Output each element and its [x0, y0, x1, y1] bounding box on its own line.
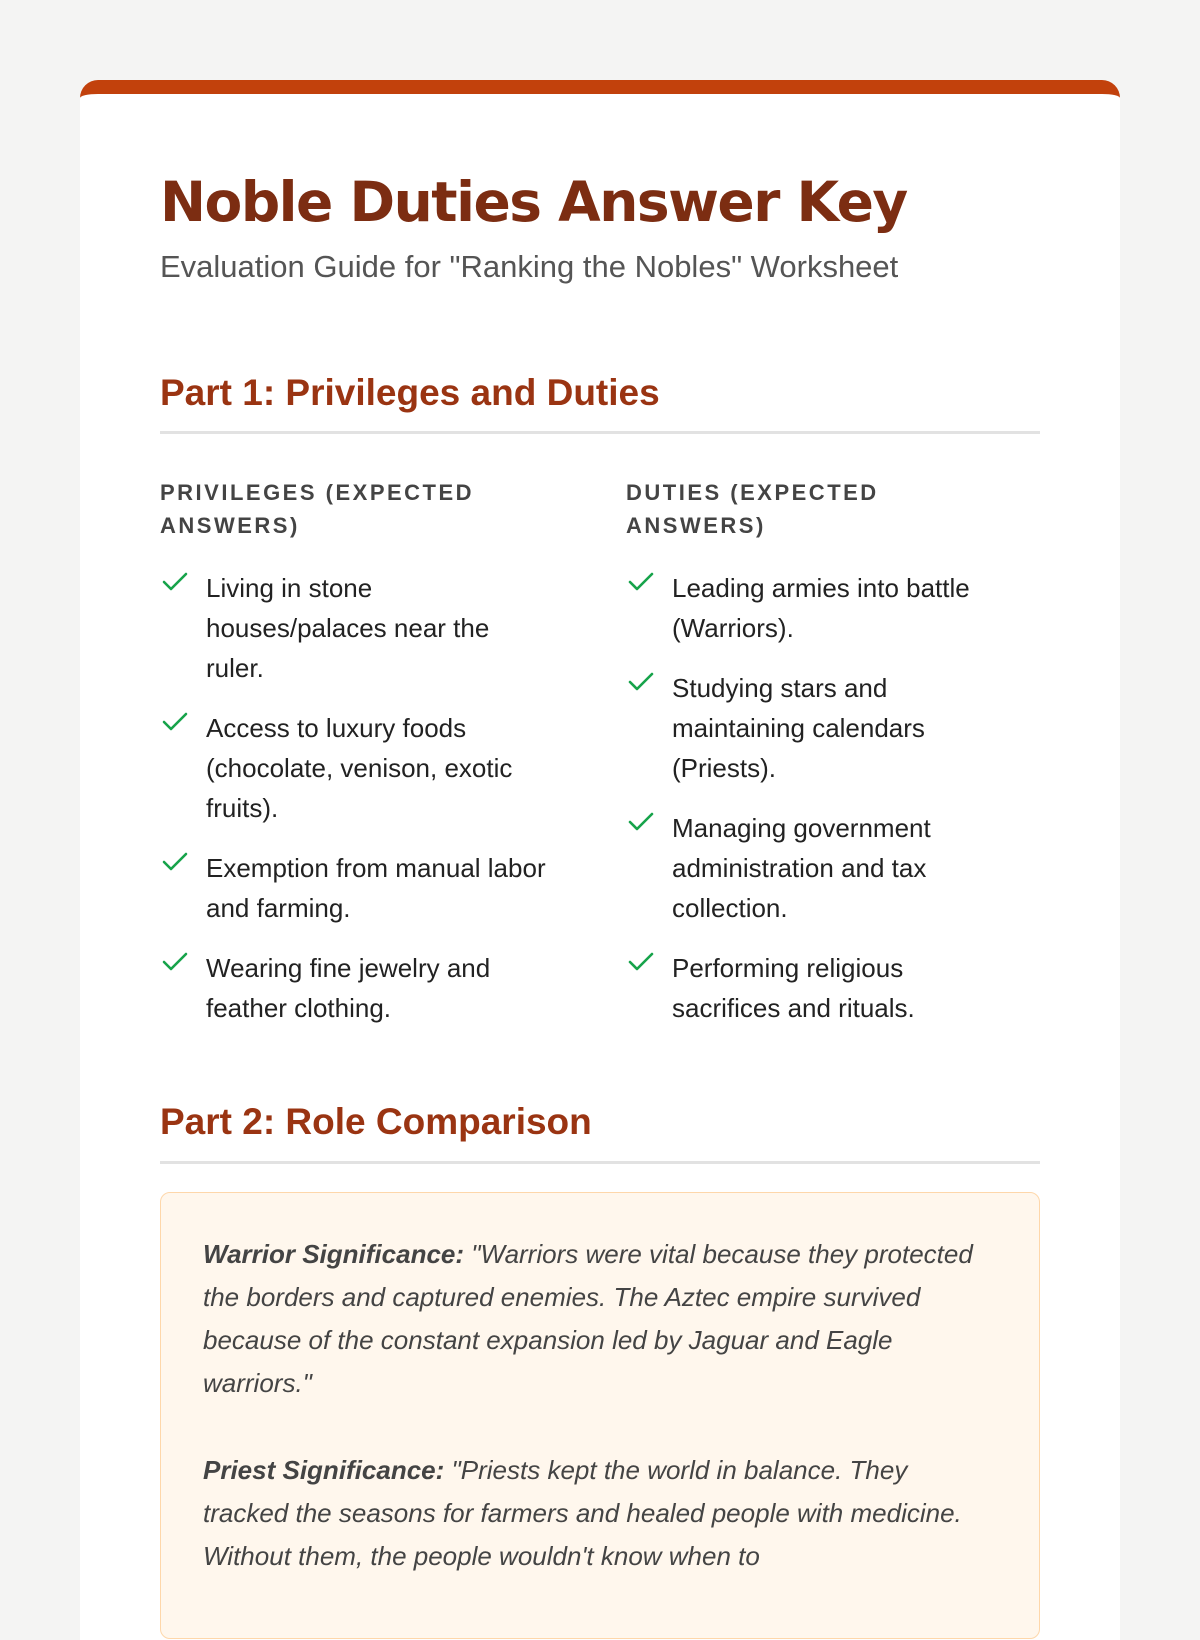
check-icon: [626, 568, 672, 599]
warrior-label: Warrior Significance:: [203, 1238, 465, 1269]
warrior-text: "Warriors were vital because they protected the borders and captured enemies. The Aztec empire survived because of the constant expansion led by Jaguar and Eagle warriors.": [203, 1238, 973, 1398]
page-subtitle: Evaluation Guide for "Ranking the Nobles" Worksheet: [160, 248, 899, 284]
page-title: Noble Duties Answer Key: [160, 170, 907, 234]
duty-item: [626, 668, 1016, 788]
privileges-column: [160, 476, 550, 1048]
privilege-item: [160, 708, 550, 828]
priest-label: Priest Significance:: [203, 1454, 445, 1485]
duty-item-text: Performing religious sacrifices and rituals.: [672, 953, 915, 1024]
duties-column: [626, 476, 1016, 1048]
check-icon: [160, 948, 206, 979]
priest-answer: [203, 1449, 997, 1578]
check-icon: [626, 668, 672, 699]
answer-key-card: [80, 80, 1120, 1640]
privilege-item: [160, 948, 550, 1028]
duty-item-text: Studying stars and maintaining calendars (Priests).: [672, 673, 925, 784]
role-comparison-callout: [160, 1192, 1040, 1639]
duty-item: [626, 948, 1016, 1028]
check-icon: [160, 708, 206, 739]
check-icon: [626, 808, 672, 839]
duty-item-text: Managing government administration and tax collection.: [672, 813, 931, 924]
priest-text: "Priests kept the world in balance. They tracked the seasons for farmers and healed people with medicine. Without them, the people wouldn't know when to: [203, 1454, 962, 1571]
duty-item: [626, 568, 1016, 648]
check-icon: [626, 948, 672, 979]
duty-item-text: Leading armies into battle (Warriors).: [672, 573, 970, 644]
check-icon: [160, 568, 206, 599]
privilege-item: [160, 568, 550, 688]
privilege-item-text: Living in stone houses/palaces near the ruler.: [206, 573, 490, 684]
duty-item: [626, 808, 1016, 928]
privilege-item-text: Access to luxury foods (chocolate, venison, exotic fruits).: [206, 713, 513, 824]
privilege-item: [160, 848, 550, 928]
privileges-heading: PRIVILEGES (EXPECTED ANSWERS): [160, 480, 475, 539]
part1-title: Part 1: Privileges and Duties: [160, 371, 1040, 434]
part1-columns: [160, 476, 1040, 1048]
part2-title: Part 2: Role Comparison: [160, 1100, 1040, 1163]
privilege-item-text: Wearing fine jewelry and feather clothing.: [206, 953, 491, 1024]
privilege-item-text: Exemption from manual labor and farming.: [206, 853, 546, 924]
duties-heading: DUTIES (EXPECTED ANSWERS): [626, 480, 879, 539]
check-icon: [160, 848, 206, 879]
warrior-answer: [203, 1233, 997, 1405]
